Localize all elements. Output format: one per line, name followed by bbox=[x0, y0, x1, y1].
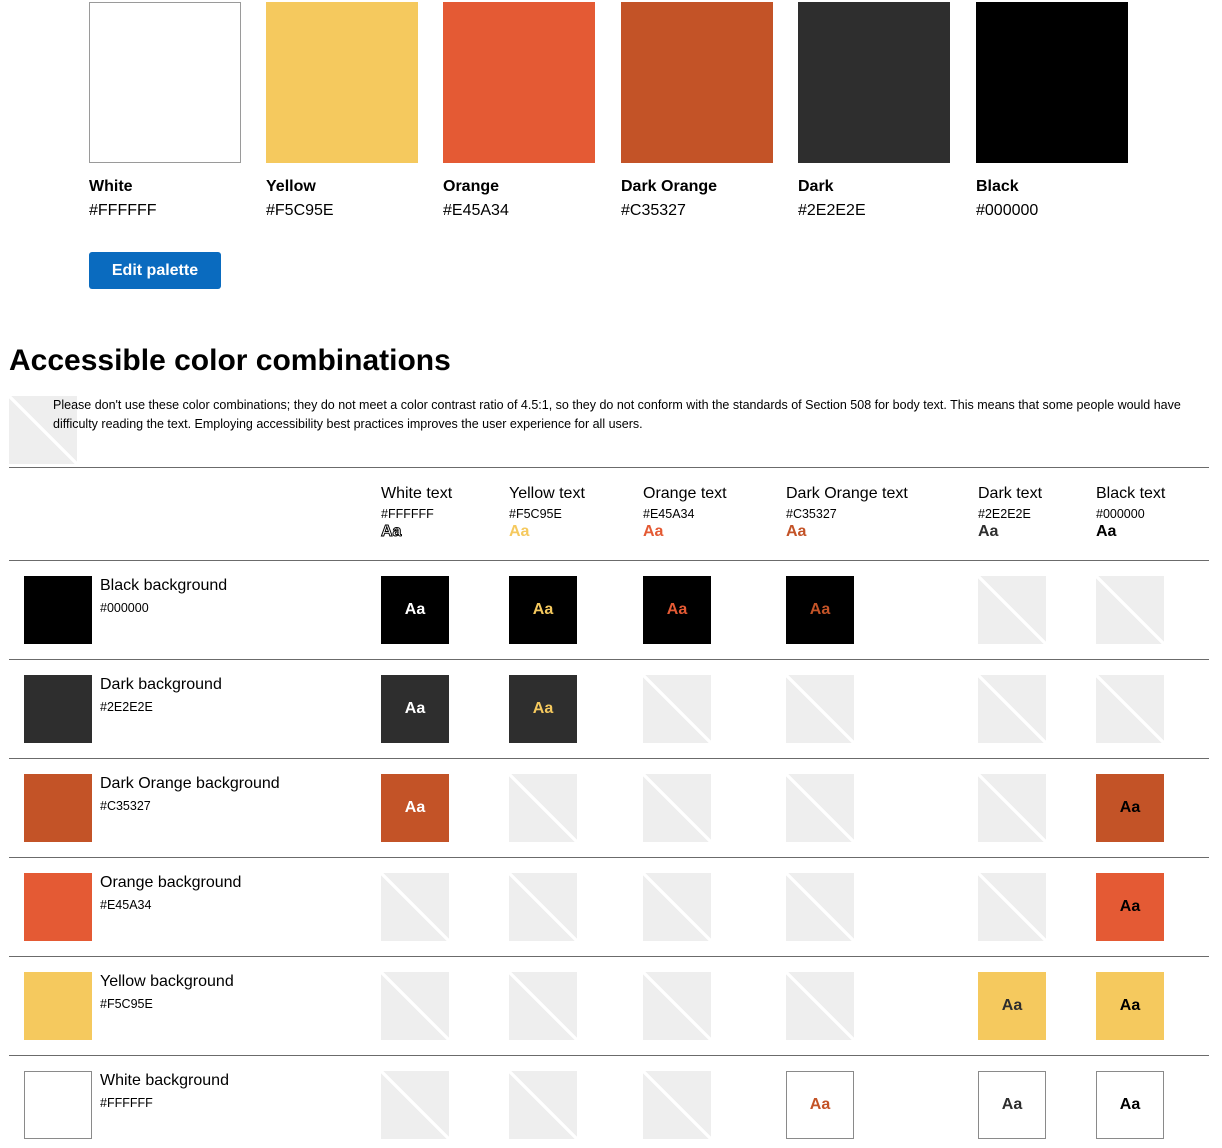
column-hex: #E45A34 bbox=[643, 507, 695, 521]
combination-cell-pass: Aa bbox=[1096, 774, 1164, 842]
edit-palette-button[interactable]: Edit palette bbox=[89, 252, 221, 289]
combination-cell-fail bbox=[978, 675, 1046, 743]
row-hex: #C35327 bbox=[100, 799, 151, 813]
row-divider bbox=[9, 956, 1209, 957]
row-swatch-yellow-background bbox=[24, 972, 92, 1040]
column-sample: Aa bbox=[509, 523, 530, 540]
column-hex: #C35327 bbox=[786, 507, 837, 521]
column-hex: #000000 bbox=[1096, 507, 1145, 521]
row-swatch-white-background bbox=[24, 1071, 92, 1139]
row-hex: #FFFFFF bbox=[100, 1096, 153, 1110]
combination-cell-pass: Aa bbox=[381, 675, 449, 743]
combination-cell-pass: Aa bbox=[978, 972, 1046, 1040]
combination-cell-pass: Aa bbox=[509, 675, 577, 743]
swatch-hex: #2E2E2E bbox=[798, 202, 866, 219]
combination-cell-fail bbox=[786, 873, 854, 941]
swatch-name: Black bbox=[976, 178, 1019, 195]
combination-cell-fail bbox=[978, 576, 1046, 644]
combination-cell-fail bbox=[1096, 675, 1164, 743]
combination-cell-fail bbox=[509, 774, 577, 842]
palette-swatch-orange bbox=[443, 2, 595, 221]
combination-cell-pass: Aa bbox=[381, 576, 449, 644]
column-sample: Aa bbox=[381, 523, 402, 540]
palette-swatch-white bbox=[89, 2, 241, 221]
swatch-name: Orange bbox=[443, 178, 500, 195]
column-header-dark-orange-text bbox=[786, 484, 908, 542]
row-hex: #000000 bbox=[100, 601, 149, 615]
combination-cell-fail bbox=[509, 972, 577, 1040]
column-header-black-text bbox=[1096, 484, 1165, 542]
swatch-color bbox=[798, 2, 950, 163]
row-swatch-orange-background bbox=[24, 873, 92, 941]
column-header-dark-text bbox=[978, 484, 1042, 542]
combination-cell-fail bbox=[381, 873, 449, 941]
combination-cell-fail bbox=[643, 873, 711, 941]
combination-cell-fail bbox=[643, 1071, 711, 1139]
column-sample: Aa bbox=[643, 523, 664, 540]
combination-cell-fail bbox=[643, 774, 711, 842]
combination-cell-pass: Aa bbox=[978, 1071, 1046, 1139]
combination-cell-fail bbox=[509, 873, 577, 941]
combination-cell-pass: Aa bbox=[1096, 873, 1164, 941]
combination-cell-fail bbox=[786, 972, 854, 1040]
table-top-divider bbox=[9, 467, 1209, 468]
palette-swatch-yellow bbox=[266, 2, 418, 221]
column-sample: Aa bbox=[978, 523, 999, 540]
combination-cell-pass: Aa bbox=[381, 774, 449, 842]
column-sample: Aa bbox=[786, 523, 807, 540]
swatch-hex: #FFFFFF bbox=[89, 202, 157, 219]
swatch-name: Dark bbox=[798, 178, 834, 195]
swatch-hex: #E45A34 bbox=[443, 202, 509, 219]
row-divider bbox=[9, 857, 1209, 858]
column-name: Black text bbox=[1096, 485, 1166, 502]
combination-cell-pass: Aa bbox=[1096, 1071, 1164, 1139]
row-name: Dark Orange background bbox=[100, 775, 280, 792]
row-divider bbox=[9, 560, 1209, 561]
palette-swatch-dark-orange bbox=[621, 2, 773, 221]
legend-text: Please don't use these color combinations; they do not meet a color contrast ratio of 4.5:1, so they do not conform with the standards of Section 508 for body text. This means that some people would have difficulty reading the text. Employing accessibility best practices improves the user experience for all users. bbox=[53, 398, 1181, 431]
swatch-name: White bbox=[89, 178, 133, 195]
column-sample: Aa bbox=[1096, 523, 1117, 540]
row-swatch-black-background bbox=[24, 576, 92, 644]
row-divider bbox=[9, 1055, 1209, 1056]
swatch-name: Dark Orange bbox=[621, 178, 718, 195]
swatch-hex: #C35327 bbox=[621, 202, 686, 219]
column-header-yellow-text bbox=[509, 484, 585, 542]
row-swatch-dark-orange-background bbox=[24, 774, 92, 842]
combination-cell-fail bbox=[381, 972, 449, 1040]
swatch-name: Yellow bbox=[266, 178, 316, 195]
column-name: Dark Orange text bbox=[786, 485, 908, 502]
swatch-color bbox=[621, 2, 773, 163]
combination-cell-fail bbox=[978, 774, 1046, 842]
column-hex: #FFFFFF bbox=[381, 507, 434, 521]
row-hex: #E45A34 bbox=[100, 898, 152, 912]
swatch-color bbox=[266, 2, 418, 163]
combination-cell-pass: Aa bbox=[786, 576, 854, 644]
combination-cell-pass: Aa bbox=[786, 1071, 854, 1139]
swatch-color bbox=[976, 2, 1128, 163]
combination-cell-fail bbox=[978, 873, 1046, 941]
column-name: White text bbox=[381, 485, 453, 502]
row-name: Dark background bbox=[100, 676, 222, 693]
combination-cell-fail bbox=[509, 1071, 577, 1139]
row-divider bbox=[9, 758, 1209, 759]
palette-swatch-black bbox=[976, 2, 1128, 221]
row-name: Orange background bbox=[100, 874, 242, 891]
column-name: Orange text bbox=[643, 485, 727, 502]
combination-cell-fail bbox=[643, 972, 711, 1040]
combination-cell-pass: Aa bbox=[643, 576, 711, 644]
row-hex: #F5C95E bbox=[100, 997, 153, 1011]
column-hex: #2E2E2E bbox=[978, 507, 1031, 521]
swatch-color bbox=[89, 2, 241, 163]
row-name: Black background bbox=[100, 577, 228, 594]
column-header-white-text bbox=[381, 484, 452, 542]
column-hex: #F5C95E bbox=[509, 507, 562, 521]
row-name: White background bbox=[100, 1072, 229, 1089]
row-divider bbox=[9, 659, 1209, 660]
combination-cell-fail bbox=[381, 1071, 449, 1139]
combination-cell-fail bbox=[786, 675, 854, 743]
combination-cell-pass: Aa bbox=[509, 576, 577, 644]
combination-cell-fail bbox=[1096, 576, 1164, 644]
combination-cell-fail bbox=[786, 774, 854, 842]
column-name: Dark text bbox=[978, 485, 1043, 502]
row-hex: #2E2E2E bbox=[100, 700, 153, 714]
combination-cell-pass: Aa bbox=[1096, 972, 1164, 1040]
row-swatch-dark-background bbox=[24, 675, 92, 743]
swatch-hex: #F5C95E bbox=[266, 202, 334, 219]
swatch-color bbox=[443, 2, 595, 163]
swatch-hex: #000000 bbox=[976, 202, 1039, 219]
combination-cell-fail bbox=[643, 675, 711, 743]
column-header-orange-text bbox=[643, 484, 727, 542]
row-name: Yellow background bbox=[100, 973, 234, 990]
palette-swatch-dark bbox=[798, 2, 950, 221]
column-name: Yellow text bbox=[509, 485, 585, 502]
section-title: Accessible color combinations bbox=[9, 344, 451, 377]
